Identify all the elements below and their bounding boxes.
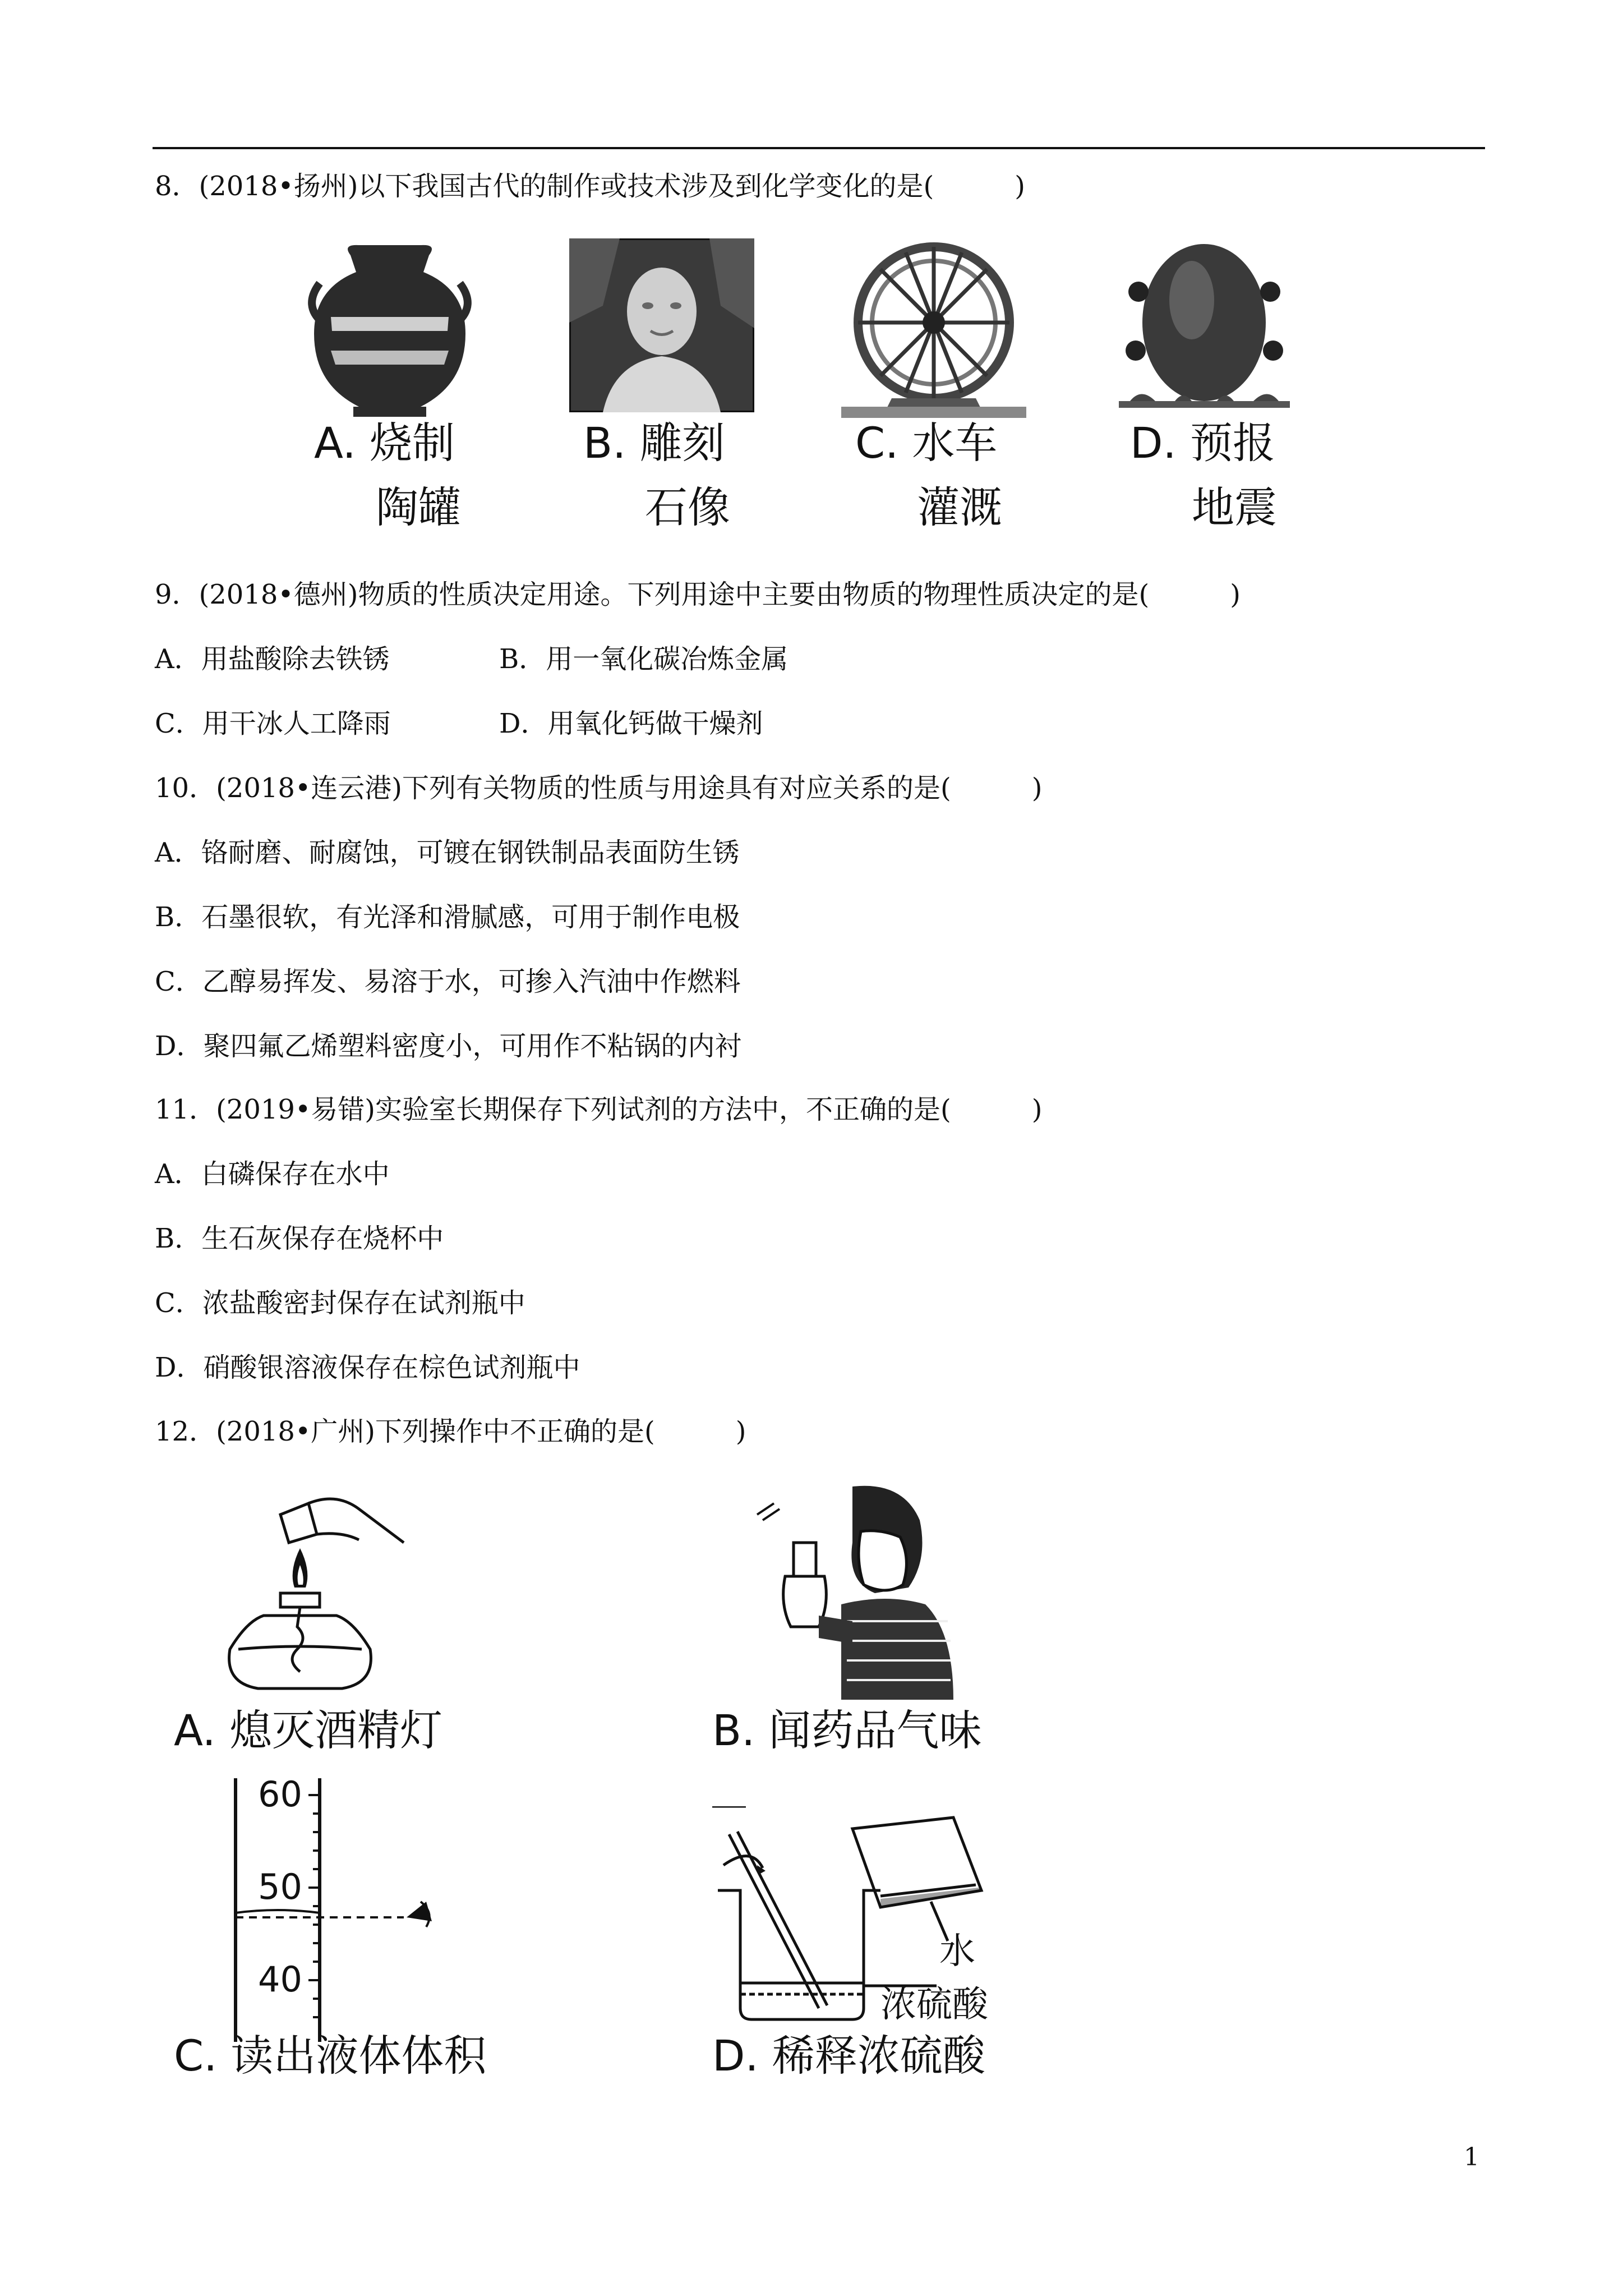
q9-option-a: A．用盐酸除去铁锈 (155, 643, 390, 675)
pottery-jar-icon (297, 238, 482, 424)
q8-stem: 8．(2018•扬州)以下我国古代的制作或技术涉及到化学变化的是( ) (155, 171, 1025, 202)
q12-caption-d: D. 稀释浓硫酸 (712, 2031, 985, 2081)
smelling-chemical-icon (740, 1475, 965, 1711)
q12-caption-b: B. 闻药品气味 (712, 1705, 982, 1755)
q12-caption-a: A. 熄灭酒精灯 (174, 1705, 442, 1755)
q8-option-a-line1: A. 烧制 (314, 418, 455, 468)
page-number: 1 (1464, 2143, 1479, 2171)
q8-option-a-line2: 陶罐 (376, 482, 461, 532)
q12-caption-c: C. 读出液体体积 (174, 2031, 487, 2081)
q8-option-b-line2: 石像 (645, 482, 730, 532)
q10-option-b: B．石墨很软，有光泽和滑腻感，可用于制作电极 (155, 901, 740, 933)
label-water: 水 (939, 1931, 975, 1972)
cylinder-tick-50: 50 (258, 1866, 302, 1907)
graduated-cylinder-icon (168, 1773, 449, 2042)
q11-option-a: A．白磷保存在水中 (155, 1158, 390, 1190)
header-rule (153, 147, 1485, 149)
label-concentrated-sulfuric-acid: 浓硫酸 (880, 1984, 988, 2026)
q11-option-c: C．浓盐酸密封保存在试剂瓶中 (155, 1287, 525, 1319)
alcohol-lamp-icon (213, 1481, 415, 1694)
q12-stem: 12．(2018•广州)下列操作中不正确的是( ) (155, 1416, 746, 1447)
q10-option-d: D．聚四氟乙烯塑料密度小，可用作不粘锅的内衬 (155, 1030, 742, 1062)
q8-option-d-line1: D. 预报 (1130, 418, 1275, 468)
q10-option-a: A．铬耐磨、耐腐蚀，可镀在钢铁制品表面防生锈 (155, 837, 740, 868)
q10-stem: 10．(2018•连云港)下列有关物质的性质与用途具有对应关系的是( ) (155, 772, 1043, 804)
q9-option-b: B．用一氧化碳冶炼金属 (499, 643, 789, 675)
q10-option-c: C．乙醇易挥发、易溶于水，可掺入汽油中作燃料 (155, 966, 741, 997)
q11-option-d: D．硝酸银溶液保存在棕色试剂瓶中 (155, 1352, 580, 1383)
q9-stem: 9．(2018•德州)物质的性质决定用途。下列用途中主要由物质的物理性质决定的是( ) (155, 579, 1241, 610)
q11-stem: 11．(2019•易错)实验室长期保存下列试剂的方法中，不正确的是( ) (155, 1094, 1043, 1125)
cylinder-tick-40: 40 (258, 1959, 302, 2000)
q8-option-c-line2: 灌溉 (917, 482, 1002, 532)
dilution-beaker-icon (712, 1806, 1049, 2042)
seismograph-icon (1108, 238, 1301, 424)
q8-option-d-line2: 地震 (1192, 482, 1277, 532)
q9-option-c: C．用干冰人工降雨 (155, 708, 391, 739)
q8-option-c-line1: C. 水车 (855, 418, 998, 468)
stone-statue-icon (569, 238, 754, 412)
q8-option-b-line1: B. 雕刻 (583, 418, 725, 468)
q11-option-b: B．生石灰保存在烧杯中 (155, 1223, 444, 1254)
cylinder-tick-60: 60 (258, 1774, 302, 1815)
q9-option-d: D．用氧化钙做干燥剂 (499, 708, 763, 739)
water-wheel-icon (841, 238, 1026, 418)
